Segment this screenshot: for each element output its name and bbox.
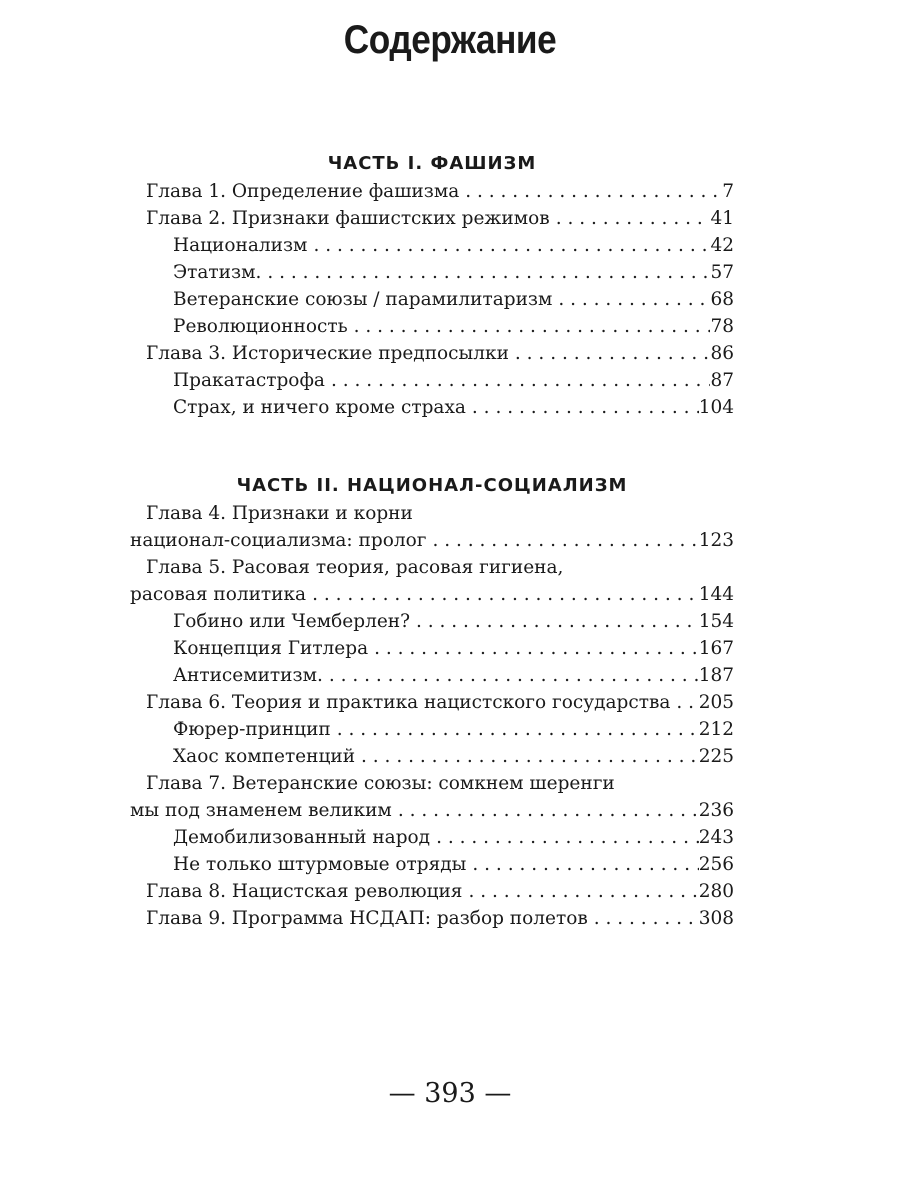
entry-title: Глава 2. Признаки фашистских режимов (146, 208, 550, 229)
entry-title: национал-социализма: пролог (130, 530, 427, 551)
leader-dots (552, 286, 710, 313)
leader-dots (410, 608, 699, 635)
toc-entry[interactable] (130, 205, 734, 232)
entry-title: Революционность (173, 316, 348, 337)
entry-page: 87 (710, 370, 734, 391)
toc-entry[interactable] (130, 527, 734, 554)
entry-title: Глава 8. Нацистская революция (146, 881, 463, 902)
toc-entry[interactable] (130, 394, 734, 421)
entry-title: расовая политика (130, 584, 307, 605)
entry-title: Национализм (173, 235, 308, 256)
entry-page: 225 (698, 746, 734, 767)
leader-dots (426, 527, 698, 554)
entry-title: Пракатастрофа (173, 370, 325, 391)
entry-page: 212 (698, 719, 734, 740)
entry-title-line[interactable]: Глава 7. Ветеранские союзы: сомкнем шеренги (146, 773, 615, 794)
entry-page: 205 (698, 692, 734, 713)
entry-title-line[interactable]: Глава 4. Признаки и корни (146, 503, 413, 524)
toc-entry[interactable] (130, 716, 734, 743)
entry-page: 154 (698, 611, 734, 632)
entry-page: 256 (698, 854, 734, 875)
toc-entry[interactable] (130, 608, 734, 635)
toc-entry[interactable] (130, 797, 734, 824)
leader-dots (588, 905, 699, 932)
entry-title: Демобилизованный народ (173, 827, 431, 848)
toc-entry[interactable] (130, 286, 734, 313)
entry-page: 68 (710, 289, 734, 310)
entry-page: 57 (710, 262, 734, 283)
toc-entry[interactable] (130, 905, 734, 932)
toc-entry[interactable] (130, 259, 734, 286)
toc-entry[interactable] (130, 824, 734, 851)
leader-dots (459, 178, 722, 205)
entry-title: Глава 6. Теория и практика нацистского государства (146, 692, 671, 713)
entry-page: 144 (698, 584, 734, 605)
entry-title: Глава 3. Исторические предпосылки (146, 343, 509, 364)
toc-entry[interactable] (130, 635, 734, 662)
entry-title: Глава 1. Определение фашизма (146, 181, 460, 202)
entry-title: Концепция Гитлера (173, 638, 369, 659)
toc-entry[interactable] (130, 232, 734, 259)
part-heading: ЧАСТЬ I. ФАШИЗМ (327, 153, 537, 174)
entry-title: Страх, и ничего кроме страха (173, 397, 466, 418)
toc-entry[interactable] (130, 367, 734, 394)
entry-page: 187 (698, 665, 734, 686)
toc-part-1 (130, 150, 734, 421)
entry-page: 280 (698, 881, 734, 902)
leader-dots (466, 851, 698, 878)
leader-dots (670, 689, 698, 716)
leader-dots (306, 581, 699, 608)
entry-title: Этатизм. (173, 262, 262, 283)
entry-title-line[interactable]: Глава 5. Расовая теория, расовая гигиена, (146, 557, 564, 578)
entry-page: 236 (698, 800, 734, 821)
leader-dots (323, 662, 699, 689)
toc-entry[interactable] (130, 581, 734, 608)
entry-page: 243 (698, 827, 734, 848)
leader-dots (348, 313, 711, 340)
entry-title: Антисемитизм. (173, 665, 323, 686)
toc-entry[interactable] (130, 689, 734, 716)
entry-title: мы под знаменем великим (130, 800, 392, 821)
entry-page: 41 (710, 208, 734, 229)
leader-dots (355, 743, 699, 770)
entry-title: Глава 9. Программа НСДАП: разбор полетов (146, 908, 588, 929)
leader-dots (307, 232, 710, 259)
leader-dots (331, 716, 699, 743)
toc-entry[interactable] (130, 340, 734, 367)
leader-dots (392, 797, 699, 824)
page-number: — 393 — (388, 1078, 512, 1109)
leader-dots (430, 824, 699, 851)
toc-part-2 (130, 472, 734, 932)
entry-title: Не только штурмовые отряды (173, 854, 467, 875)
entry-page: 123 (698, 530, 734, 551)
entry-page: 78 (710, 316, 734, 337)
entry-page: 42 (710, 235, 734, 256)
entry-page: 86 (710, 343, 734, 364)
entry-title: Фюрер-принцип (173, 719, 331, 740)
entry-title: Хаос компетенций (173, 746, 356, 767)
toc-entry[interactable] (130, 743, 734, 770)
entry-title: Гобино или Чемберлен? (173, 611, 411, 632)
part-heading: ЧАСТЬ II. НАЦИОНАЛ-СОЦИАЛИЗМ (236, 475, 628, 496)
entry-title: Ветеранские союзы / парамилитаризм (173, 289, 553, 310)
leader-dots (325, 367, 711, 394)
leader-dots (509, 340, 711, 367)
entry-page: 7 (722, 181, 734, 202)
toc-entry[interactable] (130, 878, 734, 905)
entry-page: 104 (698, 397, 734, 418)
page-title: Содержание (343, 18, 557, 62)
toc-entry[interactable] (130, 178, 734, 205)
leader-dots (261, 259, 710, 286)
leader-dots (368, 635, 699, 662)
leader-dots (466, 394, 699, 421)
entry-page: 308 (698, 908, 734, 929)
toc-entry[interactable] (130, 851, 734, 878)
toc-entry[interactable] (130, 662, 734, 689)
leader-dots (462, 878, 698, 905)
toc-entry[interactable] (130, 313, 734, 340)
entry-page: 167 (698, 638, 734, 659)
leader-dots (550, 205, 711, 232)
